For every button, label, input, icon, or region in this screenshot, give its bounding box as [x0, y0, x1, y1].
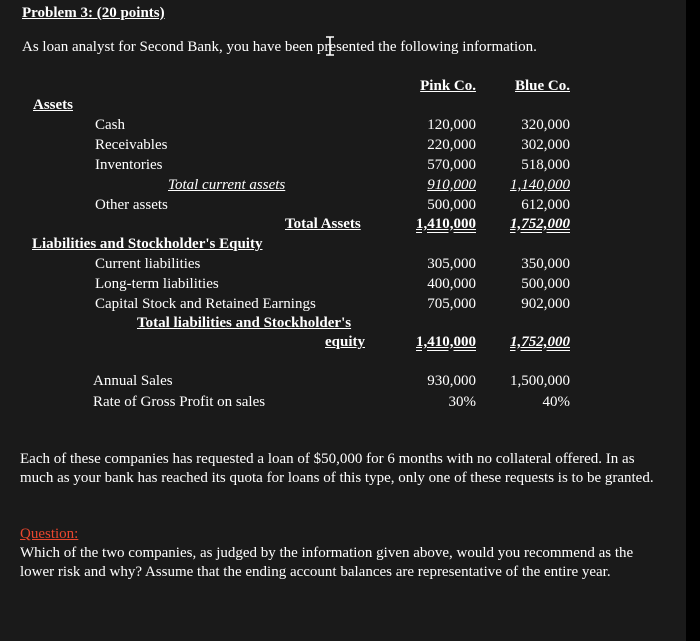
receivables-label: Receivables	[95, 137, 168, 153]
capital-stock-label: Capital Stock and Retained Earnings	[95, 296, 316, 312]
text-cursor-icon	[323, 36, 337, 56]
question-label: Question:	[20, 526, 79, 542]
other-assets-pink: 500,000	[427, 197, 476, 213]
other-assets-label: Other assets	[95, 197, 168, 213]
total-assets-blue: 1,752,000	[510, 216, 570, 232]
capital-stock-pink: 705,000	[427, 296, 476, 312]
total-current-assets-label: Total current assets	[168, 177, 286, 193]
receivables-blue: 302,000	[521, 137, 570, 153]
inventories-pink: 570,000	[427, 157, 476, 173]
problem-title: Problem 3: (20 points)	[22, 5, 165, 21]
total-current-assets-pink: 910,000	[427, 177, 476, 193]
cash-label: Cash	[95, 117, 125, 133]
gross-profit-pink: 30%	[448, 394, 476, 410]
column-header-blue: Blue Co.	[514, 78, 570, 94]
cash-blue: 320,000	[521, 117, 570, 133]
long-term-liabilities-pink: 400,000	[427, 276, 476, 292]
liabilities-heading: Liabilities and Stockholder's Equity	[32, 236, 263, 252]
gross-profit-blue: 40%	[542, 394, 570, 410]
total-current-assets-blue: 1,140,000	[510, 177, 570, 193]
total-liabilities-label-line2: equity	[325, 334, 366, 350]
loan-request-paragraph: Each of these companies has requested a loan of $50,000 for 6 months with no collateral offered. In as much as your bank has reached its quota for loans of this type, only one of these requests is to be granted.	[20, 451, 654, 486]
intro-text: As loan analyst for Second Bank, you have been presented the following information.	[22, 39, 537, 55]
current-liabilities-pink: 305,000	[427, 256, 476, 272]
total-liabilities-label-line1: Total liabilities and Stockholder's	[137, 315, 352, 331]
current-liabilities-blue: 350,000	[521, 256, 570, 272]
current-liabilities-label: Current liabilities	[95, 256, 201, 272]
annual-sales-label: Annual Sales	[93, 373, 173, 389]
assets-heading: Assets	[33, 97, 73, 113]
question-text: Which of the two companies, as judged by the information given above, would you recommend as the lower risk and why? Assume that the ending account balances are representative of the entire year.	[20, 545, 634, 580]
total-assets-label: Total Assets	[285, 216, 361, 232]
cash-pink: 120,000	[427, 117, 476, 133]
inventories-label: Inventories	[95, 157, 163, 173]
long-term-liabilities-blue: 500,000	[521, 276, 570, 292]
column-header-pink: Pink Co.	[420, 78, 476, 94]
inventories-blue: 518,000	[521, 157, 570, 173]
total-liabilities-blue: 1,752,000	[510, 334, 570, 350]
other-assets-blue: 612,000	[521, 197, 570, 213]
annual-sales-blue: 1,500,000	[510, 373, 570, 389]
capital-stock-blue: 902,000	[521, 296, 570, 312]
annual-sales-pink: 930,000	[427, 373, 476, 389]
total-liabilities-pink: 1,410,000	[416, 334, 476, 350]
gross-profit-label: Rate of Gross Profit on sales	[93, 394, 266, 410]
total-assets-pink: 1,410,000	[416, 216, 476, 232]
long-term-liabilities-label: Long-term liabilities	[95, 276, 219, 292]
receivables-pink: 220,000	[427, 137, 476, 153]
